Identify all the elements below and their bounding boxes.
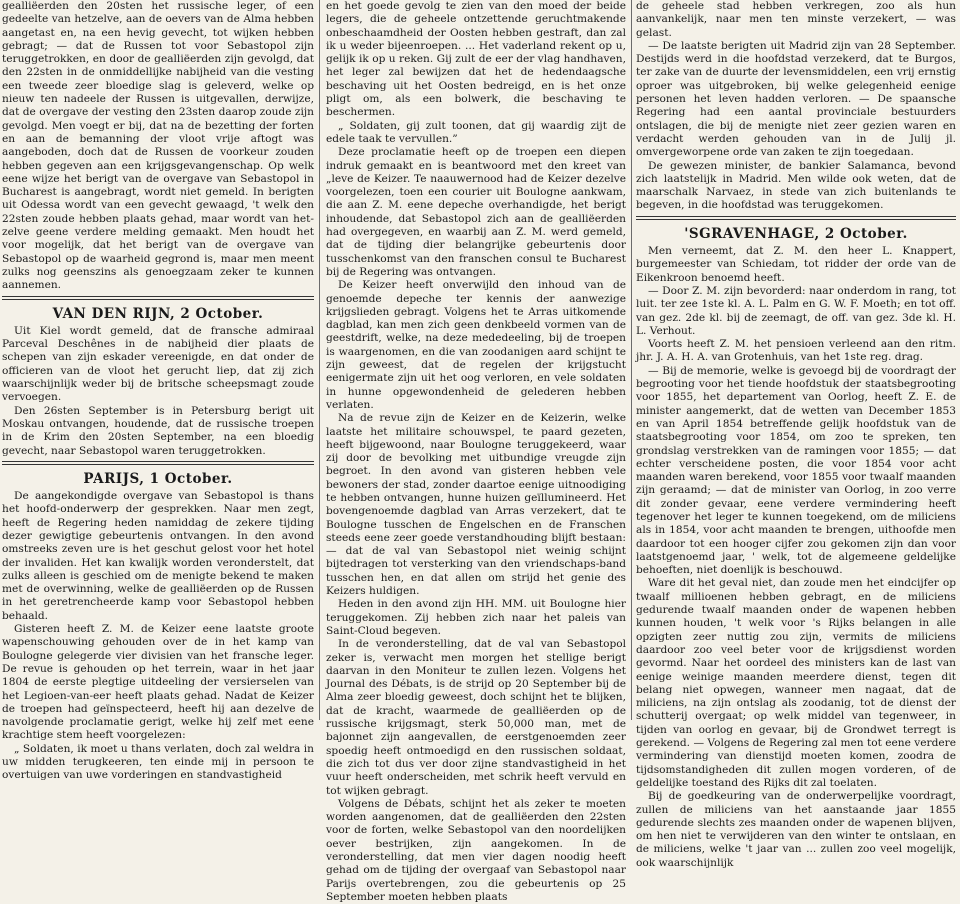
article-paragraph: Uit Kiel wordt gemeld, dat de fransche admiraal Parceval Deschênes in de nabijheid dier plaats de schepen van zijn eskader vereenigde, en dat onder de officieren van de vloot het gerucht liep, dat zij zich waarschijnlijk weder bij de britsche scheepsmagt zoude vervoegen.	[2, 324, 314, 404]
article-paragraph: Volgens de Débats, schijnt het als zeker te moeten worden aangenomen, dat de gealliëerden den 22sten voor de forten, welke Sebastopol van den noordelijken oever bestrijken, zijn aangekomen. In de veronderstelling, dat men vier dagen noodig heeft gehad om de tijding der overgaaf van Sebastopol naar Parijs overtebrengen, zou die gebeurtenis op 25 September moeten hebben plaats	[326, 797, 626, 903]
column-rule	[319, 0, 320, 720]
article-paragraph: en het goede gevolg te zien van den moed der beide legers, die de geheele ontzettende geruchtmakende onbeschaamdheid der Oosten hebben gestraft, dan zal ik u weder bijeenroepen. ... Het vaderland rekent op u, gelijk ik op u reken. Gij zult de eer der vlag handhaven, het leger zal bewijzen dat het de hedendaagsche beschaving uit het Oosten bedreigd, en is het onze pligt om, als een bolwerk, die beschaving te beschermen.	[326, 0, 626, 119]
article-paragraph: gealliëerden den 20sten het russische leger, of een gedeelte van hetzelve, aan de oevers van de Alma hebben aangetast en, na een hevig gevecht, tot wijken hebben gebragt; — dat de Russen tot voor Sebastopol zijn teruggetrokken, en door de gealliëerden zijn gevolgd, dat den 22sten in de onmiddellijke nabijheid van die vesting een tweede zeer bloedige slag is geleverd, welke op nieuw ten nadeele der Russen is uitgevallen, derwijze, dat de overgave der vesting den 23sten daarop zoude zijn gevolgd. Men voegt er bij, dat na de bezetting der forten en aan de bemanning der vloot vrije aftogt was aangeboden, doch dat de Russen de voorkeur zouden hebben gegeven aan een krijgsgevangenschap. Op welk eene wijze het berigt van de overgave van Sebastopol in Bucharest is aangebragt, wordt niet gemeld. In berigten uit Odessa wordt van een gevecht gewaagd, 't welk den 22sten zoude hebben plaats gehad, maar wordt van het-zelve geene verdere melding gemaakt. Men houdt het voor mogelijk, dat het berigt van de overgave van Sebastopol op de waarheid gegrond is, maar men meent zulks nog geenszins als genoegzaam zeker te kunnen aannemen.	[2, 0, 314, 292]
article-paragraph: Den 26sten September is in Petersburg berigt uit Moskau ontvangen, houdende, dat de russische troepen in de Krim den 20sten September, na een bloedig gevecht, naar Sebastopol waren teruggetrokken.	[2, 404, 314, 457]
section-heading-sgravenhage: 'SGRAVENHAGE, 2 October.	[684, 225, 908, 242]
article-paragraph: Ware dit het geval niet, dan zoude men het eindcijfer op twaalf millioenen hebben gebragt, en de miliciens gedurende twaalf maanden onder de wapenen hebben kunnen houden, 't welk voor 's Rijks belangen in alle opzigten zeer nuttig zou zijn, vermits de miliciens daardoor zoo veel beter voor de krijgsdienst worden gevormd. Naar het oordeel des ministers kan de last van eenige weinige maanden meerdere dienst, tegen dit belang niet opwegen, wanneer men nagaat, dat de miliciens, na zijn ontslag als zoodanig, tot de dienst der schutterij overgaat; op welk middel van tegenweer, in tijden van oorlog en gevaar, bij de Grondwet terregt is gerekend. — Volgens de Regering zal men tot eene verdere vermindering van dienstijd moeten komen, zoodra de tijdsomstandigheden dit zullen mogen vorderen, of de geldelijke toestand des Rijks dit zal toelaten.	[636, 577, 956, 789]
article-paragraph: Bij de goedkeuring van de onderwerpelijke voordragt, zullen de miliciens van het aanstaande jaar 1855 gedurende slechts zes maanden onder de wapenen blijven, om hen niet te verwijderen van den winter te ontslaan, en de miliciens, welke 't jaar van ... zullen zoo veel mogelijk, ook waarschijnlijk	[636, 790, 956, 869]
article-paragraph: De Keizer heeft onverwijld den inhoud van de genoemde depeche ter kennis der aanwezige krijgslieden gebragt. Volgens het te Arras uitkomende dagblad, kan men zich geen denkbeeld vormen van de geestdrift, welke, na deze mededeeling, bij de troepen is waargenomen, en die van zoodanigen aard schijnt te zijn geweest, dat de regelen der krijgstucht eenigermate zijn uit het oog verloren, en vele soldaten in hunne opgewondenheid de gelederen hebben verlaten.	[326, 279, 626, 411]
article-paragraph: — De laatste berigten uit Madrid zijn van 28 September. Destijds werd in die hoofdstad verzekerd, dat te Burgos, ter zake van de duurte der levensmiddelen, een vrij ernstig oproer was uitgebroken, bij welke gelegenheid eenige personen het leven hadden verloren. — De spaansche Regering had een aantal provinciale bestuurders ontslagen, die bij de menigte niet zeer gezien waren en verdacht werden gehouden van in de Julij jl. omvergeworpene orde van zaken te zijn toegedaan.	[636, 39, 956, 159]
article-paragraph: De gewezen minister, de bankier Salamanca, bevond zich laatstelijk in Madrid. Men wilde ook weten, dat de maarschalk Narvaez, in stede van zich buitenlands te begeven, in die hoofdstad was teruggekomen.	[636, 159, 956, 212]
column-middle	[326, 0, 626, 903]
column-left	[2, 0, 314, 782]
article-paragraph: In de veronderstelling, dat de val van Sebastopol zeker is, verwacht men morgen het stellige berigt daarvan in den Moniteur te zullen lezen. Volgens het Journal des Débats, is de strijd op 20 September bij de Alma zeer bloedig geweest, doch schijnt het te blijken, dat de kracht, waarmede de gealliëerden op de russische krijgsmagt, sterk 50,000 man, met de bajonnet zijn aangevallen, de eerstgenoemden zeer spoedig heeft ontmoedigd en den russischen soldaat, die zich tot dus ver door zijne standvastigheid in het vuur heeft onderscheiden, met schrik heeft vervuld en tot wijken gebragt.	[326, 638, 626, 797]
article-paragraph: „ Soldaten, ik moet u thans verlaten, doch zal weldra in uw midden terugkeeren, ten einde mij in persoon te overtuigen van uwe vorderingen en standvastigheid	[2, 742, 314, 782]
section-divider	[636, 216, 956, 220]
section-heading-parijs: PARIJS, 1 October.	[83, 470, 233, 487]
section-divider	[2, 461, 314, 465]
section-heading-van-den-rijn: VAN DEN RIJN, 2 October.	[52, 305, 264, 322]
article-paragraph: de geheele stad hebben verkregen, zoo als hun aanvankelijk, naar men ten minste verzekert, — was gelast.	[636, 0, 956, 39]
article-paragraph: Gisteren heeft Z. M. de Keizer eene laatste groote wapenschouwing gehouden over de in het kamp van Boulogne gelegerde vier divisien van het fransche leger. De revue is gehouden op het terrein, waar in het jaar 1804 de eerste plegtige uitdeeling der versierselen van het Legioen-van-eer heeft plaats gehad. Nadat de Keizer de troepen had geïnspecteerd, heeft hij aan dezelve de navolgende proclamatie gerigt, welke hij zelf met eene krachtige stem heeft voorgelezen:	[2, 623, 314, 742]
article-paragraph: — Door Z. M. zijn bevorderd: naar onderdom in rang, tot luit. ter zee 1ste kl. A. L. Palm en G. W. F. Moeth; en tot off. van gez. 2de kl. bij de zeemagt, de off. van gez. 3de kl. H. L. Verhout.	[636, 284, 956, 337]
article-paragraph: Voorts heeft Z. M. het pensioen verleend aan den ritm. jhr. J. A. H. A. van Grotenhuis, van het 1ste reg. drag.	[636, 338, 956, 364]
article-paragraph: Na de revue zijn de Keizer en de Keizerin, welke laatste het militaire schouwspel, te paard gezeten, heeft bijgewoond, naar Boulogne teruggekeerd, waar zij door de bevolking met uitbundige vreugde zijn begroet. In den avond van gisteren hebben vele bewoners der stad, zonder daartoe eenige uitnoodiging te hebben ontvangen, hunne huizen geïllumineerd. Het bovengenoemde dagblad van Arras verzekert, dat te Boulogne tusschen de Engelschen en de Franschen steeds eene zeer goede verstandhouding blijft bestaan: — dat de val van Sebastopol niet weinig schijnt bijtedragen tot versterking van den vriendschaps-band tusschen hen, en dat allen om strijd het genie des Keizers huldigen.	[326, 412, 626, 598]
article-paragraph: De aangekondigde overgave van Sebastopol is thans het hoofd-onderwerp der gesprekken. Naar men zegt, heeft de Regering heden namiddag de zekere tijding dezer gewigtige gebeurtenis ontvangen. In den avond omstreeks zeven ure is het geschut gelost voor het hotel der invaliden. Het kan kwalijk worden veronderstelt, dat zulks alleen is geschied om de menigte bekend te maken met de overwinning, welke de gealliëerden op de Russen in het geretrencheerde kamp voor Sebastopol hebben behaald.	[2, 490, 314, 622]
article-paragraph: — Bij de memorie, welke is gevoegd bij de voordragt der begrooting voor het tiende hoofdstuk der staatsbegrooting voor 1855, het departement van Oorlog, heeft Z. E. de minister aangemerkt, dat de wetten van December 1853 en van April 1854 betreffende gelijk hoofdstuk van de staatsbegrooting voor 1854, om zoo te spreken, ten grondslag verstrekken van de ramingen voor 1855; — dat echter verscheidene posten, die voor 1854 voor acht maanden waren berekend, voor 1855 voor twaalf maanden zijn geraamd; — dat de minister van Oorlog, in zoo verre dit zonder gevaar, eene verdere vermindering heeft tegenover het leger te kunnen toegekend, om de miliciens als in 1854, voor acht maanden te brengen, uithoofde men daardoor tot een hooger cijfer zou gekomen zijn dan voor laatstgenoemd jaar, ' welk, tot de algemeene geldelijke behoeften, niet doenlijk is beschouwd.	[636, 364, 956, 577]
article-paragraph: Men verneemt, dat Z. M. den heer L. Knappert, burgemeester van Schiedam, tot ridder der orde van de Eikenkroon benoemd heeft.	[636, 245, 956, 284]
article-paragraph: Heden in den avond zijn HH. MM. uit Boulogne hier teruggekomen. Zij hebben zich naar het paleis van Saint-Cloud begeven.	[326, 598, 626, 637]
article-paragraph: Deze proclamatie heeft op de troepen een diepen indruk gemaakt en is beantwoord met den kreet van „leve de Keizer. Te naauwernood had de Keizer dezelve voorgelezen, toen een courier uit Boulogne aankwam, die aan Z. M. eene depeche overhandigde, het berigt inhoudende, dat Sebastopol zich aan de gealliëerden had overgegeven, en waarbij aan Z. M. werd gemeld, dat de tijding dier belangrijke gebeurtenis door tusschenkomst van den franschen consul te Bucharest bij de Regering was ontvangen.	[326, 146, 626, 278]
section-divider	[2, 296, 314, 300]
article-paragraph: „ Soldaten, gij zult toonen, dat gij waardig zijt de edele taak te vervullen.”	[326, 119, 626, 145]
column-right	[636, 0, 956, 869]
column-rule	[631, 0, 632, 720]
